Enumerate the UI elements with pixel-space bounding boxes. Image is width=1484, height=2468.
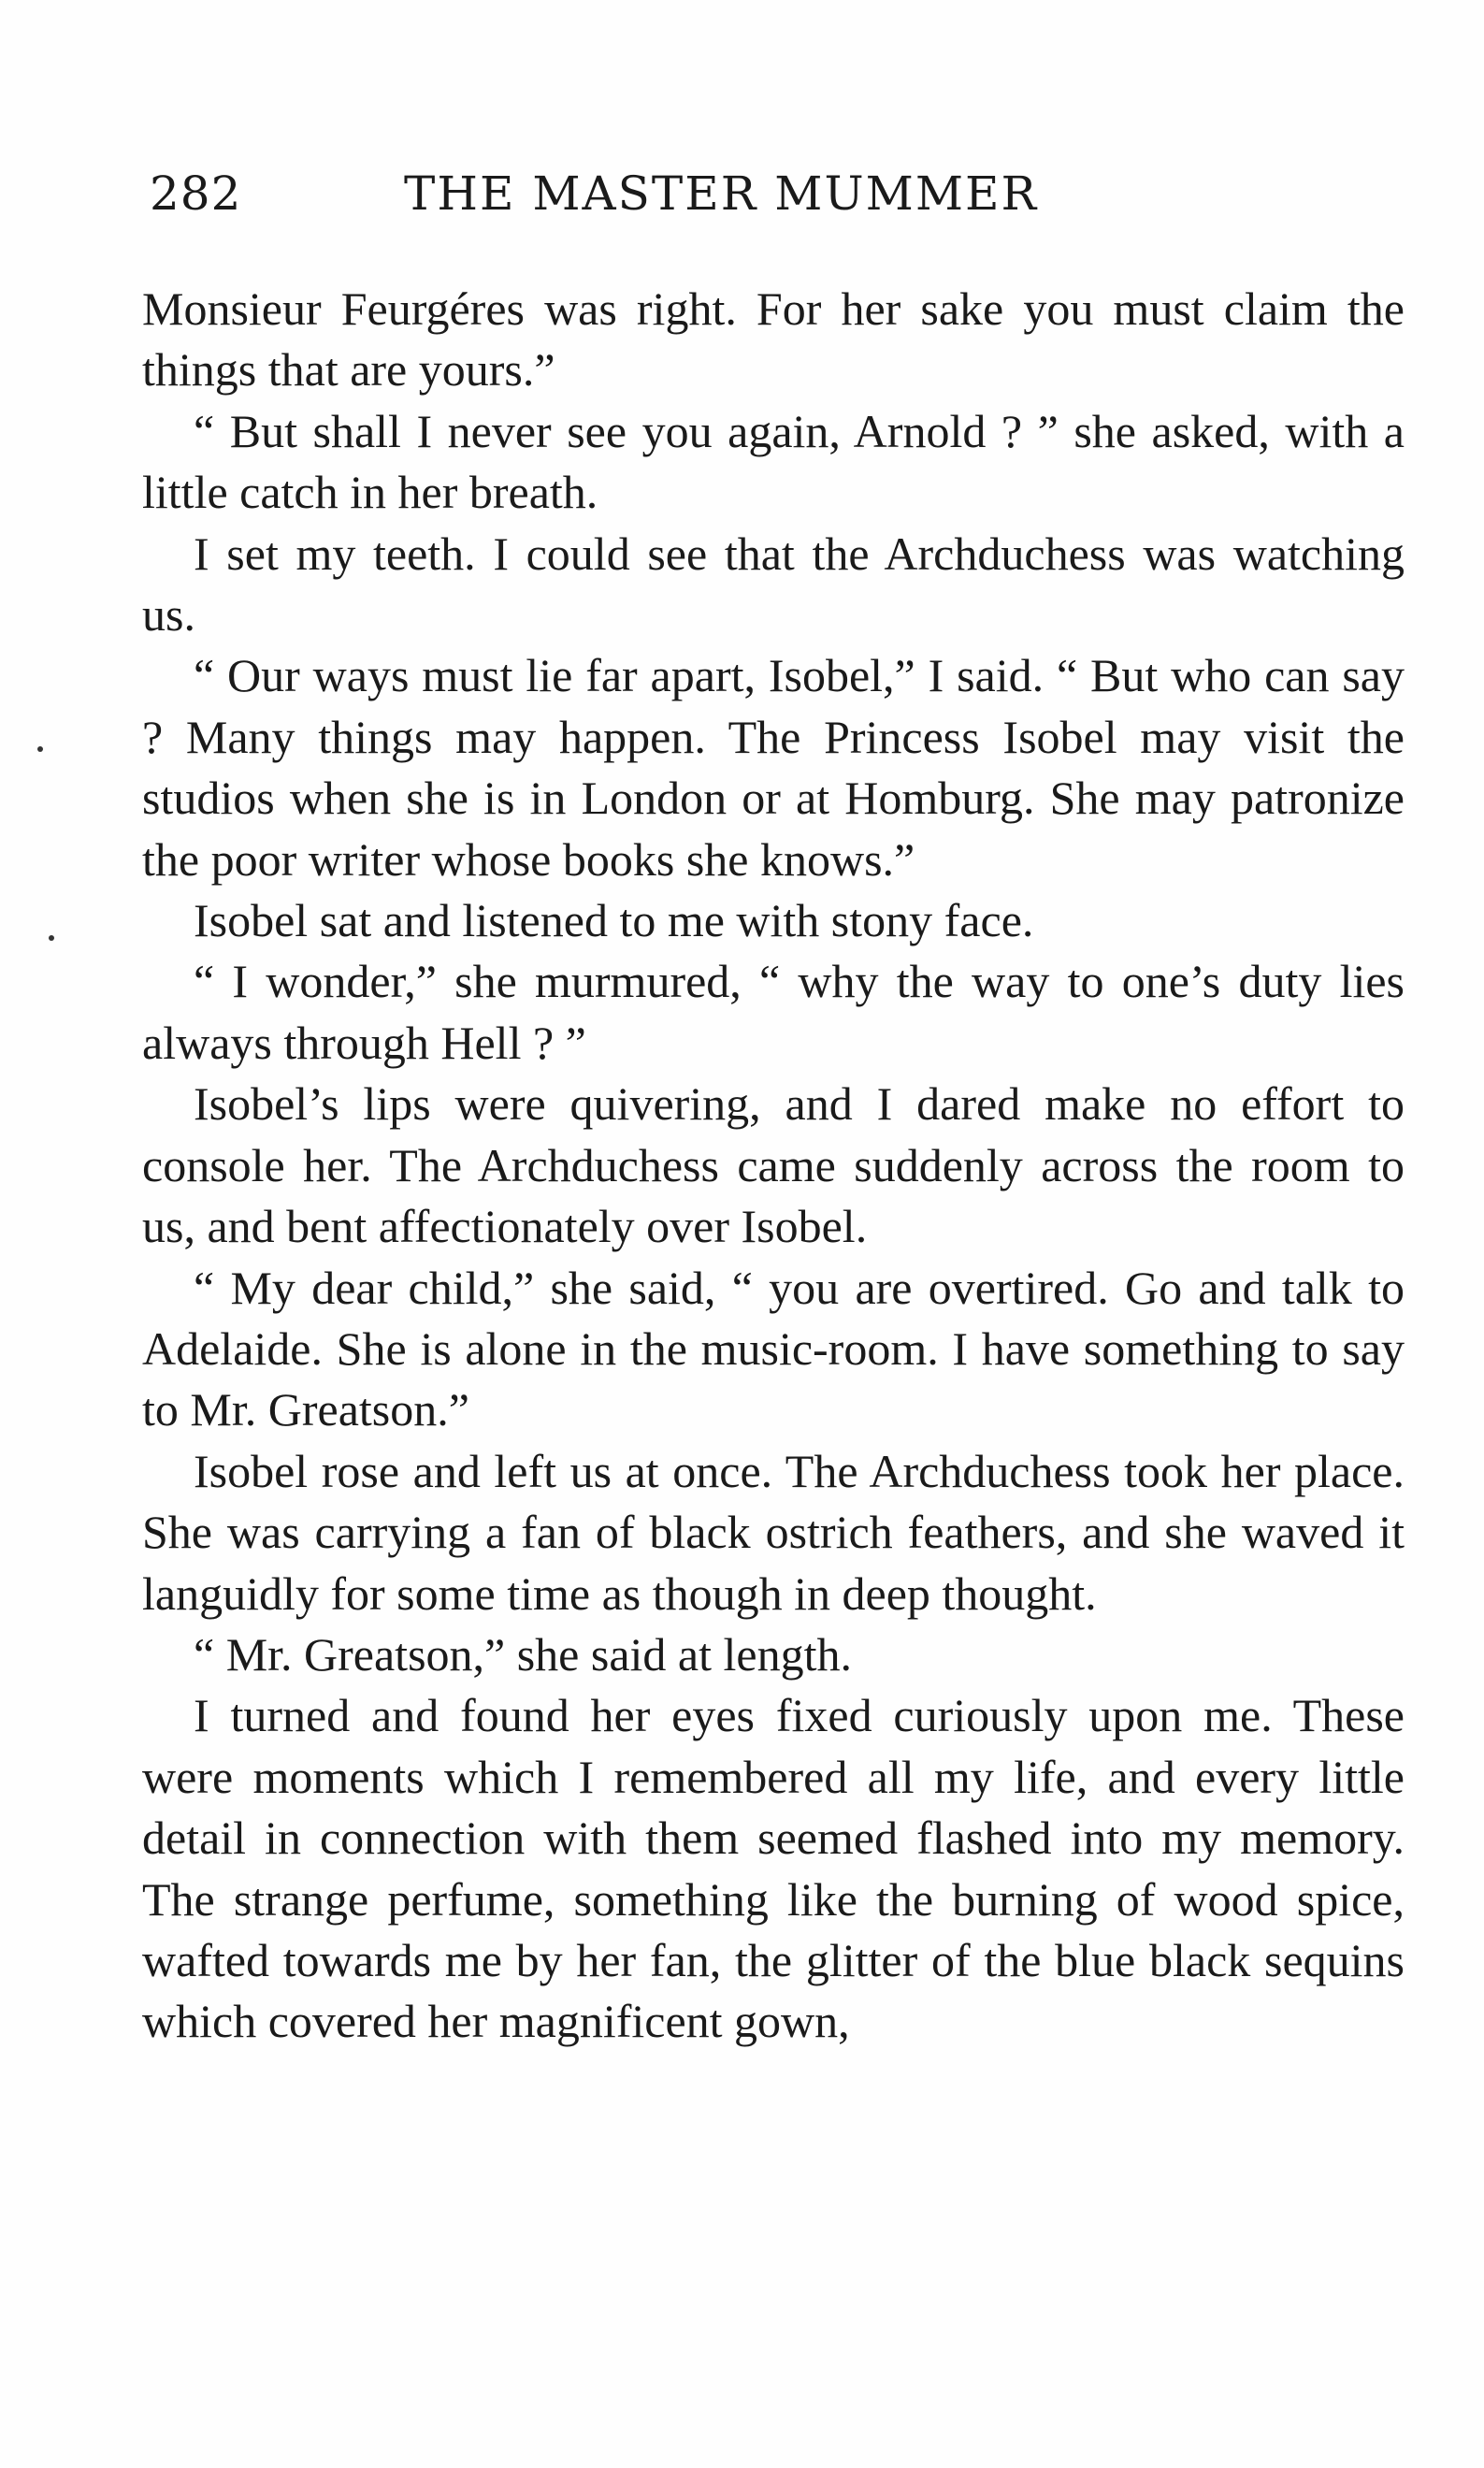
paragraph: “ Our ways must lie far apart, Isobel,” I said. “ But who can say ? Many things may happen. The Princess Isobel may visit the studios when she is in London or at Homburg. She may patronize the poor writer whose books she knows.” xyxy=(142,649,1405,886)
paragraph: I set my teeth. I could see that the Archduchess was watching us. xyxy=(142,527,1405,642)
page-header xyxy=(150,166,1403,241)
paragraph: Isobel sat and listened to me with stony face. xyxy=(194,894,1034,947)
running-title: THE MASTER MUMMER xyxy=(404,166,1039,221)
paragraph: Isobel’s lips were quivering, and I dared make no effort to console her. The Archduchess came suddenly across the room to us, and bent affectionately over Isobel. xyxy=(142,1077,1405,1253)
paragraph: I turned and found her eyes fixed curiously upon me. These were moments which I remembered all my life, and every little detail in connection with them seemed flashed into my memory. The strange perfume, something like the burning of wood spice, wafted towards me by her fan, the glitter of the blue black sequins which covered her magnificent gown, xyxy=(142,1689,1405,2048)
paragraph: “ I wonder,” she murmured, “ why the way to one’s duty lies always through Hell ? ” xyxy=(142,955,1405,1069)
paragraph: “ My dear child,” she said, “ you are overtired. Go and talk to Adelaide. She is alone in the music-room. I have something to say to Mr. Greatson.” xyxy=(142,1261,1405,1436)
margin-speck xyxy=(49,935,54,941)
margin-speck xyxy=(37,746,43,752)
body-text xyxy=(142,279,1405,2053)
paragraph: “ But shall I never see you again, Arnold ? ” she asked, with a little catch in her breath. xyxy=(142,404,1405,519)
paragraph: Monsieur Feurgéres was right. For her sake you must claim the things that are yours.” xyxy=(142,282,1405,397)
paragraph: “ Mr. Greatson,” she said at length. xyxy=(194,1627,852,1681)
page-number: 282 xyxy=(150,166,242,221)
paragraph: Isobel rose and left us at once. The Archduchess took her place. She was carrying a fan of black ostrich feathers, and she waved it languidly for some time as though in deep thought. xyxy=(142,1444,1405,1620)
